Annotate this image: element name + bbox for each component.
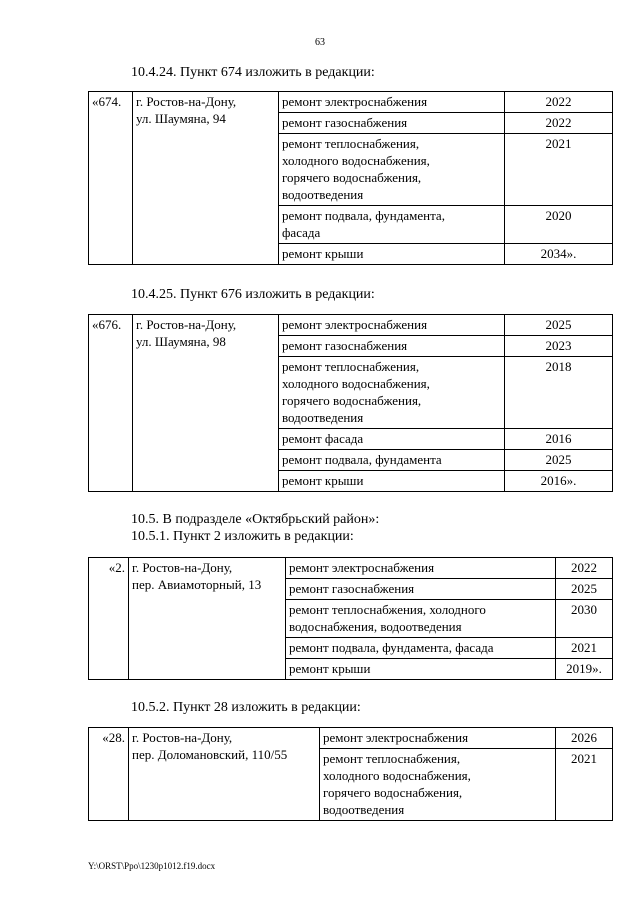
cell-line: ремонт газоснабжения [282, 115, 408, 130]
cell-line: водоотведения [282, 410, 364, 425]
section-heading: 10.5.2. Пункт 28 изложить в редакции: [131, 700, 361, 715]
address-cell [133, 92, 279, 265]
year-cell: 2020 [505, 206, 613, 244]
address-cell [129, 558, 286, 680]
work-type-cell [279, 134, 505, 206]
page-number: 63 [315, 37, 325, 48]
cell-line: ремонт подвала, фундамента, [282, 208, 445, 223]
cell-line: ремонт электроснабжения [323, 730, 469, 745]
repair-table-674 [88, 91, 613, 265]
work-type-cell [286, 579, 556, 600]
year-cell: 2021 [556, 638, 613, 659]
cell-line: ремонт электроснабжения [289, 560, 435, 575]
work-type-cell [279, 471, 505, 492]
work-type-cell [286, 600, 556, 638]
year-cell: 2022 [505, 113, 613, 134]
work-type-cell [279, 429, 505, 450]
address-cell [129, 728, 320, 821]
cell-line: ремонт электроснабжения [282, 317, 428, 332]
year-cell: 2025 [556, 579, 613, 600]
year-cell: 2018 [505, 357, 613, 429]
cell-line: г. Ростов-на-Дону, [136, 94, 237, 109]
cell-line: холодного водоснабжения, [282, 376, 430, 391]
year-cell: 2022 [505, 92, 613, 113]
cell-line: водоснабжения, водоотведения [289, 619, 462, 634]
cell-line: ремонт подвала, фундамента [282, 452, 442, 467]
work-type-cell [279, 113, 505, 134]
cell-line: г. Ростов-на-Дону, [132, 730, 233, 745]
cell-line: горячего водоснабжения, [323, 785, 463, 800]
cell-line: ремонт теплоснабжения, [323, 751, 461, 766]
year-cell: 2026 [556, 728, 613, 749]
year-cell: 2021 [505, 134, 613, 206]
cell-line: горячего водоснабжения, [282, 393, 422, 408]
cell-line: пер. Доломановский, 110/55 [132, 747, 288, 762]
cell-line: пер. Авиамоторный, 13 [132, 577, 262, 592]
year-cell: 2025 [505, 450, 613, 471]
cell-line: ул. Шаумяна, 94 [136, 111, 226, 126]
work-type-cell [279, 357, 505, 429]
repair-table-676 [88, 314, 613, 492]
work-type-cell [279, 206, 505, 244]
work-type-cell [279, 450, 505, 471]
section-heading: 10.4.24. Пункт 674 изложить в редакции: [131, 65, 375, 80]
section-subheading: 10.5.1. Пункт 2 изложить в редакции: [131, 529, 354, 544]
file-path-footer: Y:\ORST\Ppo\1230p1012.f19.docx [88, 861, 216, 871]
cell-line: г. Ростов-на-Дону, [132, 560, 233, 575]
cell-line: ремонт электроснабжения [282, 94, 428, 109]
work-type-cell [286, 558, 556, 579]
year-cell: 2016 [505, 429, 613, 450]
repair-table-2 [88, 557, 613, 680]
item-number: «28. [89, 728, 129, 821]
section-heading: 10.4.25. Пункт 676 изложить в редакции: [131, 287, 375, 302]
cell-line: г. Ростов-на-Дону, [136, 317, 237, 332]
work-type-cell [279, 336, 505, 357]
item-number: «676. [89, 315, 133, 492]
table-row [89, 92, 613, 113]
cell-line: ремонт газоснабжения [282, 338, 408, 353]
cell-line: холодного водоснабжения, [323, 768, 471, 783]
work-type-cell [279, 244, 505, 265]
cell-line: ремонт крыши [282, 246, 364, 261]
year-cell: 2021 [556, 749, 613, 821]
cell-line: горячего водоснабжения, [282, 170, 422, 185]
year-cell: 2022 [556, 558, 613, 579]
cell-line: ремонт газоснабжения [289, 581, 415, 596]
item-number: «674. [89, 92, 133, 265]
year-cell: 2023 [505, 336, 613, 357]
cell-line: ремонт теплоснабжения, холодного [289, 602, 486, 617]
cell-line: водоотведения [323, 802, 405, 817]
work-type-cell [286, 638, 556, 659]
work-type-cell [320, 728, 556, 749]
year-cell: 2019». [556, 659, 613, 680]
cell-line: ремонт теплоснабжения, [282, 359, 420, 374]
year-cell: 2034». [505, 244, 613, 265]
year-cell: 2030 [556, 600, 613, 638]
table-row [89, 728, 613, 749]
cell-line: ремонт крыши [289, 661, 371, 676]
cell-line: водоотведения [282, 187, 364, 202]
year-cell: 2016». [505, 471, 613, 492]
work-type-cell [279, 92, 505, 113]
table-row [89, 558, 613, 579]
address-cell [133, 315, 279, 492]
section-heading: 10.5. В подразделе «Октябрьский район»: [131, 512, 380, 527]
work-type-cell [286, 659, 556, 680]
cell-line: ул. Шаумяна, 98 [136, 334, 226, 349]
work-type-cell [320, 749, 556, 821]
year-cell: 2025 [505, 315, 613, 336]
repair-table-28 [88, 727, 613, 821]
item-number: «2. [89, 558, 129, 680]
cell-line: холодного водоснабжения, [282, 153, 430, 168]
cell-line: фасада [282, 225, 321, 240]
work-type-cell [279, 315, 505, 336]
cell-line: ремонт фасада [282, 431, 364, 446]
cell-line: ремонт подвала, фундамента, фасада [289, 640, 494, 655]
cell-line: ремонт крыши [282, 473, 364, 488]
cell-line: ремонт теплоснабжения, [282, 136, 420, 151]
table-row [89, 315, 613, 336]
